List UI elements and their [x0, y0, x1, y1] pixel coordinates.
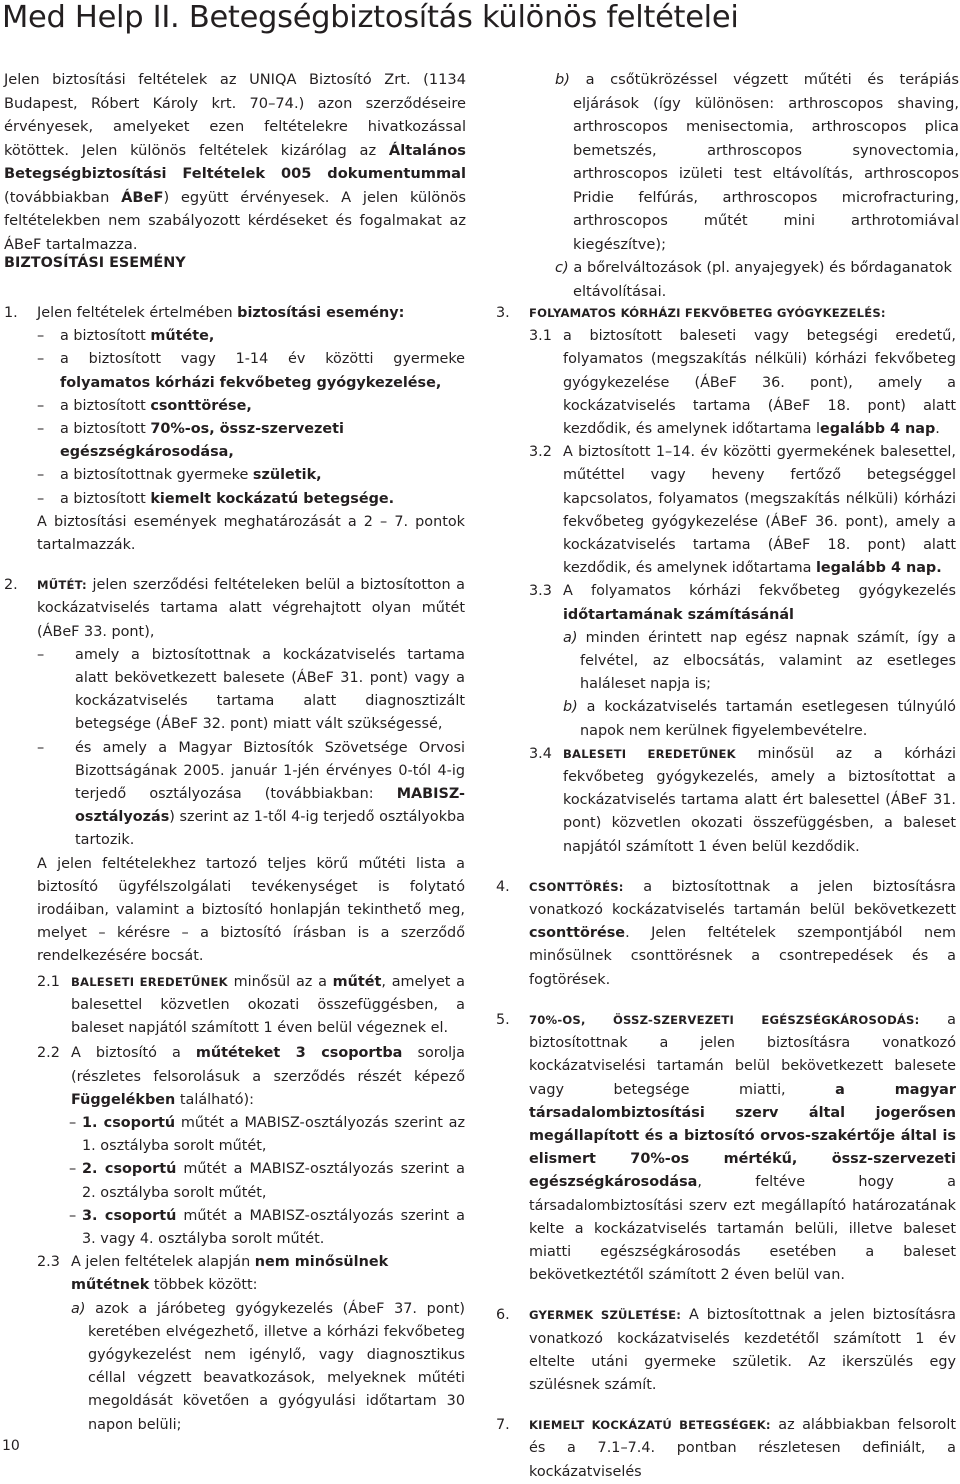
section-2-3: 2.3 A jelen feltételek alapján nem minősülnek műtétnek többek között: a) azok a járóbeteg gyógykezelés (ÁbeF 37. pont) keretében elvégezhető, illetve a kórházi fekvőbeteg gyógykezelést nem igénylő, vagy diagnosztikus céllal végzett beavatkozások, melyeknek műtéti megoldását követően a gyógyulási időtartam 30 napon belüli;	[4, 1251, 465, 1437]
section-heading: BIZTOSÍTÁSI ESEMÉNY	[4, 255, 186, 271]
intro-right-list	[555, 68, 959, 303]
left-column	[4, 302, 465, 1437]
list-item: – a biztosított vagy 1-14 év közötti gyermeke folyamatos kórházi fekvőbeteg gyógykezelése,	[37, 351, 465, 391]
section-7: 7. KIEMELT KOCKÁZATÚ BETEGSÉGEK: az alábbiakban felsorolt és a 7.1–7.4. pontban részletesen definiált, a kockázatviselés	[496, 1417, 956, 1480]
page-number: 10	[2, 1438, 20, 1454]
page-title: Med Help II. Betegségbiztosítás különös feltételei	[2, 0, 739, 35]
list-item-a: a) azok a járóbeteg gyógykezelés (ÁbeF 37. pont) keretében elvégezhető, illetve a kórházi fekvőbeteg gyógykezelést nem igénylő, vagy diagnosztikus céllal végzett beavatkozások, melyeknek műtéti megoldását követően a gyógyulási időtartam 30 napon belüli;	[71, 1300, 465, 1433]
section-3-1: 3.1 a biztosított baleseti vagy betegségi eredetű, folyamatos (megszakítás nélküli) kórházi fekvőbeteg gyógykezelése (ÁBeF 36. pont), amely a kockázatviselés tartama (ÁBeF 18. pont) alatt kezdődik, és amelynek időtartama legalább 4 nap.	[529, 328, 956, 438]
section-3-3: 3.3 A folyamatos kórházi fekvőbeteg gyógykezelés időtartamának számításánál a) minden érintett nap egész napnak számít, így a felvétel, az elbocsátás, valamint az esetleges haláleset napja is; b) a kockázatviselés tartamán esetlegesen túlnyúló napok nem kerülnek figyelembevételre.	[496, 580, 956, 742]
list-item: – amely a biztosítottnak a kockázatviselés tartama alatt bekövetkezett balesete (ÁBeF 31. pont) vagy a kockázatviselés tartama alatt diagnosztizált betegsége (ÁBeF 32. pont) miatt vált szükségessé,	[37, 646, 465, 733]
section-4: 4. CSONTTÖRÉS: a biztosítottnak a jelen biztosításra vonatkozó kockázatviselés tartamán belül bekövetkezett csonttörése. Jelen feltételek szempontjából nem minősülnek csonttörésnek a csontrepedések és a fogtörések.	[496, 878, 956, 988]
list-item: – 1. csoportú műtét a MABISZ-osztályozás szerint az 1. osztályba sorolt műtét,	[69, 1114, 465, 1155]
section-3-2: 3.2 A biztosított 1–14. év közötti gyermekének balesettel, műtéttel vagy heveny fertőző betegséggel kapcsolatos, folyamatos (megszakítás nélküli) kórházi fekvőbeteg gyógykezelése (ÁBeF 36. pont), amely a kockázatviselés tartama (ÁBeF 18. pont) alatt kezdődik, és amelynek időtartama legalább 4 nap.	[529, 444, 956, 577]
section-2-2: 2.2 A biztosító a műtéteket 3 csoportba sorolja (részletes felsorolásuk a szerződés részét képező Függelékben található): – 1. csoportú műtét a MABISZ-osztályozás szerint az 1. osztályba sorolt műtét, – 2. csoportú műtét a MABISZ-osztályozás szerint a 2. osztályba sorolt műtét, – 3. csoportú műtét a MABISZ-osztályozás szerint a 3. vagy 4. osztályba sorolt műtét.	[4, 1042, 465, 1251]
event-list: – a biztosított műtéte, – a biztosított vagy 1-14 év közötti gyermeke folyamatos kórházi fekvőbeteg gyógykezelése, – a biztosított csonttörése, – a biztosított 70%-os, össz-szervezeti egészségkárosodása, – a biztosítottnak gyermeke születik, – a biztosított kiemelt kockázatú betegsége. A biztosítási események meghatározását a 2 – 7. pontok tartalmazzák.	[4, 325, 465, 557]
list-item: – és amely a Magyar Biztosítók Szövetsége Orvosi Bizottságának 2005. január 1-jén érvényes 0-tól 4-ig terjedő osztályozása (továbbiakban: MABISZ-osztályozás) szerint az 1-től 4-ig terjedő osztályokba tartozik.	[37, 739, 465, 849]
section-3-4: 3.4 BALESETI EREDETŰNEK minősül az a kórházi fekvőbeteg gyógykezelés, amely a biztosítottat a kockázatviselés tartama alatt ért balesettel (ÁBeF 31. pont) közvetlen okozati összefüggésben, a baleset napjától számított 1 éven belül kezdődik.	[529, 745, 957, 855]
list-item-c: c) a bőrelváltozások (pl. anyajegyek) és bőrdaganatok eltávolításai.	[555, 259, 952, 300]
section-5: 5. 70%-OS, ÖSSZ-SZERVEZETI EGÉSZSÉGKÁROSODÁS: a biztosítottnak a jelen biztosításra vonatkozó kockázatviselési tartamán belül bekövetkezett balesete vagy betegsége miatti, a magyar társadalombiztosítási szerv által jogerősen megállapított és a biztosító orvos-szakértője által is elismert 70%-os mértékű, össz-szervezeti egészségkárosodása, feltéve hogy a társadalombiztosítási szerv ezt megállapító határozatának kelte a kockázatviselés tartamán belüli, illetve baleset miatti egészségkárosodás esetében a baleset bekövetkeztétől számított 2 éven belül van.	[496, 1011, 956, 1284]
section-6: 6. GYERMEK SZÜLETÉSE: A biztosítottnak a jelen biztosításra vonatkozó kockázatviselés kezdetétől számított 1 év eltelte utáni gyermeke születik. Az ikerszülés egy szülésnek számít.	[496, 1307, 956, 1393]
section-2: 2. MŰTÉT: jelen szerződési feltételeken belül a biztosítotton a kockázatviselés tartama alatt végrehajtott olyan műtét (ÁBeF 33. pont),	[4, 577, 465, 640]
section-3: 3. FOLYAMATOS KÓRHÁZI FEKVŐBETEG GYÓGYKEZELÉS:	[496, 305, 886, 321]
list-item: – a biztosított kiemelt kockázatú betegsége.	[37, 490, 395, 507]
surgery-conditions: – amely a biztosítottnak a kockázatviselés tartama alatt bekövetkezett balesete (ÁBeF 31. pont) vagy a kockázatviselés tartama alatt diagnosztizált betegsége (ÁBeF 32. pont) miatt vált szükségessé, – és amely a Magyar Biztosítók Szövetsége Orvosi Bizottságának 2005. január 1-jén érvényes 0-tól 4-ig terjedő osztályozása (továbbiakban: MABISZ-osztályozás) szerint az 1-től 4-ig terjedő osztályokba tartozik. A jelen feltételekhez tartozó teljes körű műtéti lista a biztosító ügyfélszolgálati tevékenységet is folytató irodáiban, valamint a biztosító honlapján tekinthető meg, melyet – kérésre – a biztosító írásban is a szerződő rendelkezésére bocsát.	[4, 644, 465, 969]
section-1: 1. Jelen feltételek értelmében biztosítási esemény:	[4, 305, 405, 321]
list-item: – a biztosított 70%-os, össz-szervezeti egészségkárosodása,	[37, 421, 344, 461]
intro-paragraph: Jelen biztosítási feltételek az UNIQA Biztosító Zrt. (1134 Budapest, Róbert Károly krt. 70–74.) azon szerződéseire érvényesek, amelyeket ezen feltételekre hivatkozással kötöttek. Jelen különös feltételek kizárólag az Általános Betegségbiztosítási Feltételek 005 dokumentummal (továbbiakban ÁBeF) együtt érvényesek. A jelen különös feltételekben nem szabályozott kérdéseket és fogalmakat az ÁBeF tartalmazza.	[4, 71, 467, 253]
list-item-b: b) a kockázatviselés tartamán esetlegesen túlnyúló napok nem kerülnek figyelembevételre.	[563, 699, 956, 739]
list-item: – a biztosított műtéte,	[37, 328, 215, 345]
list-item: – a biztosított csonttörése,	[37, 397, 252, 414]
list-item-a: a) minden érintett nap egész napnak számít, így a felvétel, az elbocsátás, valamint az esetleges haláleset napja is;	[563, 629, 956, 693]
list-item-b: b) a csőtükrözéssel végzett műtéti és terápiás eljárások (így különösen: arthroscopos shaving, arthroscopos menisectomia, arthroscopos plica bemetszés, arthroscopos synovectomia, arthroscopos izületi test eltávolítás, arthroscopos Pridie felfúrás, arthroscopos microfracturing, arthroscopos műtét mini arthrotomiával kiegészítve);	[555, 71, 959, 253]
list-item: – a biztosítottnak gyermeke születik,	[37, 467, 322, 484]
list-item: – 2. csoportú műtét a MABISZ-osztályozás szerint a 2. osztályba sorolt műtét,	[69, 1161, 465, 1201]
right-column	[496, 302, 956, 1484]
section-2-1: 2.1 BALESETI EREDETŰNEK minősül az a műtét, amelyet a balesettel közvetlen okozati összefüggésben, a baleset napjától számított 1 éven belül végeznek el.	[37, 973, 466, 1037]
list-item: – 3. csoportú műtét a MABISZ-osztályozás szerint a 3. vagy 4. osztályba sorolt műtét.	[69, 1207, 465, 1247]
